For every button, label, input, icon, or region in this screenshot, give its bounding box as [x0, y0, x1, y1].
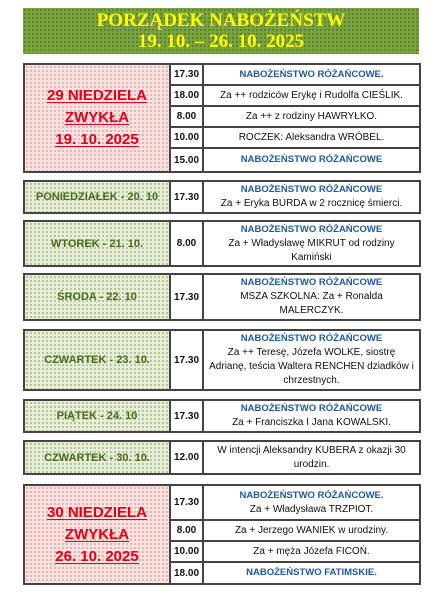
mass-row: [171, 275, 419, 319]
mass-list: [171, 442, 419, 473]
mass-list: [171, 275, 419, 319]
mass-row: [171, 542, 419, 563]
mass-intention: Za + Jerzego WANIEK w urodziny.: [234, 524, 389, 536]
mass-list: [171, 182, 419, 212]
mass-row: [171, 222, 419, 265]
mass-intention: NABOŻEŃSTWO RÓŻAŃCOWE: [240, 154, 383, 165]
mass-intention: NABOŻEŃSTWO RÓŻAŃCOWE Za ++ Teresę, Józefa WOLKE, siostrę Adrianę, teścia Waltera RENCHEN dziadków i chrzestnych.: [209, 333, 414, 386]
day-block-wednesday: [23, 273, 421, 321]
mass-list: [171, 401, 419, 431]
day-label: ŚRODA - 22. 10: [25, 275, 171, 319]
mass-time: 8.00: [171, 107, 204, 126]
mass-row: [171, 107, 419, 128]
mass-intention: Za + męża Józefa FICOŃ.: [253, 545, 370, 557]
day-block-sunday-19: [23, 63, 421, 173]
mass-intention: NABOŻEŃSTWO FATIMSKIE.: [246, 567, 377, 578]
mass-row: [171, 563, 419, 583]
mass-time: 8.00: [171, 222, 204, 265]
mass-time: 17.30: [171, 182, 204, 212]
page-header: [23, 8, 419, 54]
mass-intention: NABOŻEŃSTWO RÓŻAŃCOWE Za + Eryka BURDA w 2 rocznicę śmierci.: [220, 184, 403, 209]
day-label: CZWARTEK - 30. 10.: [25, 442, 171, 473]
mass-time: 12.00: [171, 442, 204, 473]
page-title: PORZĄDEK NABOŻEŃSTW: [96, 10, 346, 31]
day-block-sunday-26: [23, 484, 421, 585]
mass-row: [171, 331, 419, 389]
day-label: PONIEDZIAŁEK - 20. 10: [25, 182, 171, 212]
day-block-monday: [23, 180, 421, 214]
mass-row: [171, 65, 419, 86]
mass-intention: Za ++ rodziców Erykę i Rudolfa CIEŚLIK.: [220, 89, 403, 101]
mass-time: 17.30: [171, 65, 204, 84]
mass-row: [171, 486, 419, 521]
mass-time: 18.00: [171, 86, 204, 105]
mass-row: [171, 521, 419, 542]
mass-time: 18.00: [171, 563, 204, 583]
mass-list: [171, 486, 419, 583]
mass-row: [171, 149, 419, 171]
mass-intention: NABOŻEŃSTWO RÓŻAŃCOWE. Za + Władysława TRZPIOT.: [239, 489, 384, 515]
mass-row: [171, 128, 419, 149]
mass-intention: NABOŻEŃSTWO RÓŻAŃCOWE MSZA SZKOLNA: Za + Ronalda MALERCZYK.: [240, 277, 383, 316]
date-range: 19. 10. – 26. 10. 2025: [137, 31, 305, 52]
mass-row: [171, 442, 419, 473]
day-block-tuesday: [23, 220, 421, 267]
mass-intention: Za ++ z rodziny HAWRYŁKO.: [245, 110, 378, 122]
mass-time: 15.00: [171, 149, 204, 171]
day-block-thursday-23: [23, 329, 421, 391]
mass-time: 17.30: [171, 331, 204, 389]
mass-intention: NABOŻEŃSTWO RÓŻAŃCOWE.: [239, 68, 384, 80]
mass-time: 17.30: [171, 486, 204, 519]
mass-row: [171, 86, 419, 107]
mass-time: 8.00: [171, 521, 204, 540]
mass-row: [171, 182, 419, 212]
mass-list: [171, 222, 419, 265]
day-label: 29 NIEDZIELA ZWYKŁA 19. 10. 2025: [25, 65, 171, 171]
day-label: CZWARTEK - 23. 10.: [25, 331, 171, 389]
mass-time: 10.00: [171, 128, 204, 147]
day-label: 30 NIEDZIELA ZWYKŁA 26. 10. 2025: [25, 486, 171, 583]
mass-row: [171, 401, 419, 431]
mass-intention: W intencji Aleksandry KUBERA z okazji 30 urodzin.: [217, 444, 406, 470]
day-block-friday: [23, 399, 421, 433]
day-label: PIĄTEK - 24. 10: [25, 401, 171, 431]
mass-time: 10.00: [171, 542, 204, 561]
day-block-thursday-30: [23, 440, 421, 475]
mass-intention: NABOŻEŃSTWO RÓŻAŃCOWE Za + Władysławę MIKRUT od rodziny Kamiński: [228, 223, 395, 263]
mass-time: 17.30: [171, 275, 204, 319]
day-label: WTOREK - 21. 10.: [25, 222, 171, 265]
mass-intention: ROCZEK: Aleksandra WRÓBEL.: [238, 131, 385, 143]
mass-list: [171, 65, 419, 171]
mass-intention: NABOŻEŃSTWO RÓŻAŃCOWE Za + Franciszka I Jana KOWALSKI.: [232, 403, 391, 428]
mass-time: 17.30: [171, 401, 204, 431]
mass-list: [171, 331, 419, 389]
